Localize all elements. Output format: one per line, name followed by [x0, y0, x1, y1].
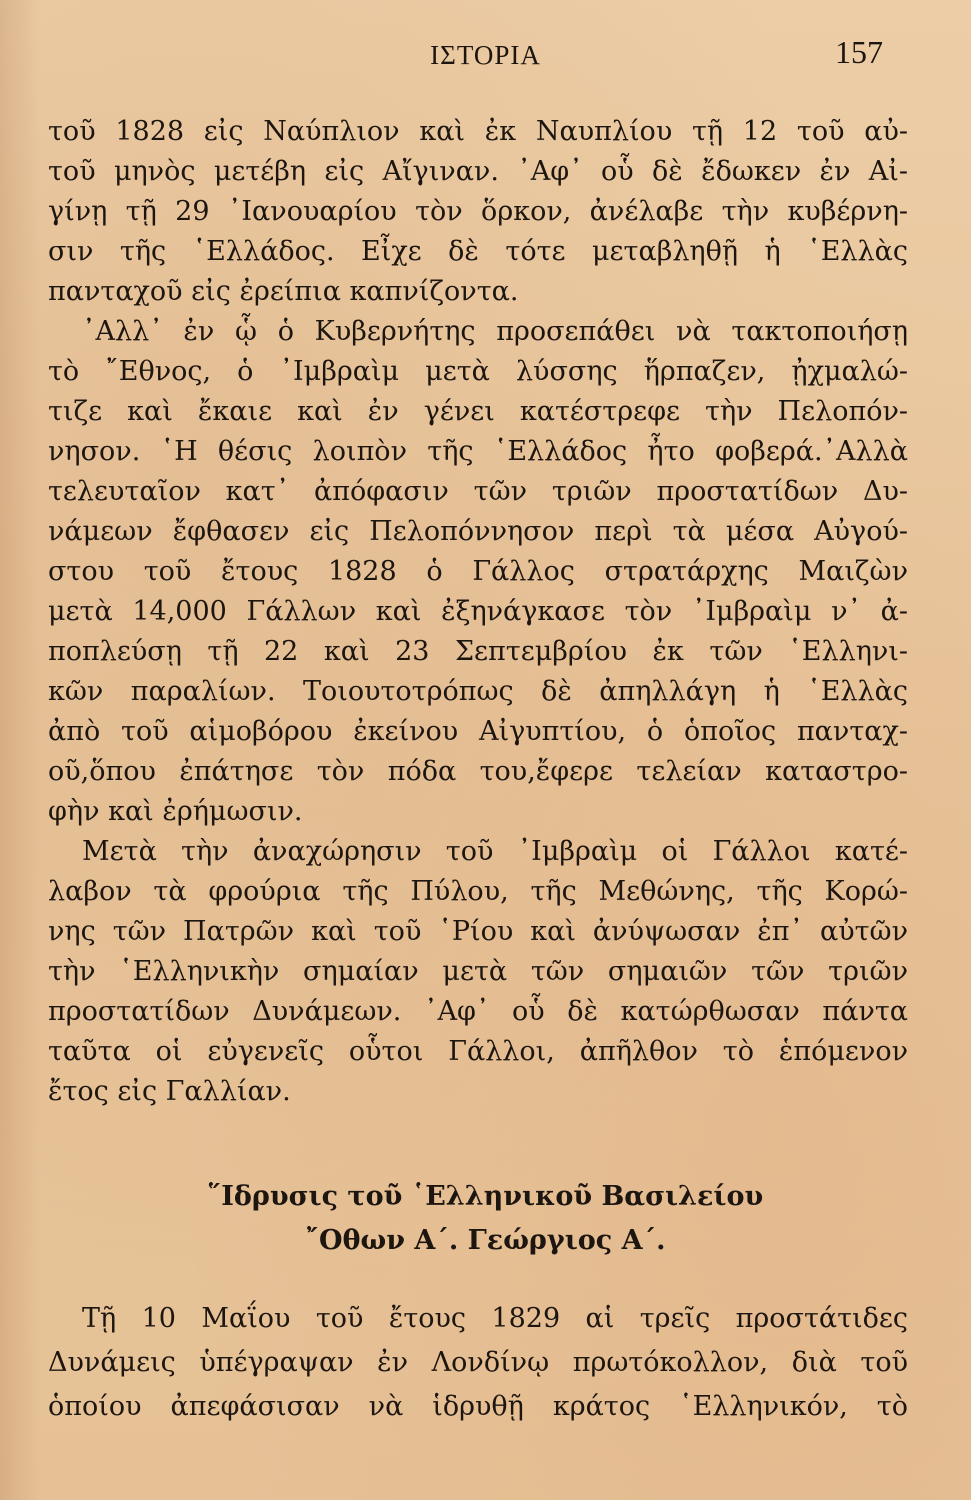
section-heading: [0, 1175, 971, 1263]
text-line: κῶν παραλίων. Τοιουτοτρόπως δὲ ἀπηλλάγη ἡ ῾Ελλὰς: [48, 676, 908, 707]
text-line: λαβον τὰ φρούρια τῆς Πύλου, τῆς Μεθώνης, τῆς Κορώ-: [48, 876, 908, 907]
text-line: νης τῶν Πατρῶν καὶ τοῦ ῾Ρίου καὶ ἀνύψωσαν ἐπ᾽ αὐτῶν: [48, 916, 908, 947]
text-line: τὴν ῾Ελληνικὴν σημαίαν μετὰ τῶν σημαιῶν τῶν τριῶν: [48, 956, 908, 987]
text-line: τοῦ 1828 εἰς Ναύπλιον καὶ ἐκ Ναυπλίου τῇ 12 τοῦ αὐ-: [48, 116, 908, 147]
text-line: προστατίδων Δυνάμεων. ᾽Αφ᾽ οὗ δὲ κατώρθωσαν πάντα: [48, 996, 908, 1027]
text-line: πανταχοῦ εἰς ἐρείπια καπνίζοντα.: [48, 276, 519, 307]
text-line: σιν τῆς ῾Ελλάδος. Εἶχε δὲ τότε μεταβληθῇ ἡ ῾Ελλὰς: [48, 236, 908, 267]
paragraph-2: [48, 312, 908, 832]
text-line: Μετὰ τὴν ἀναχώρησιν τοῦ ᾽Ιμβραὶμ οἱ Γάλλοι κατέ-: [82, 836, 908, 867]
section-body: [48, 1297, 908, 1429]
text-line: μετὰ 14,000 Γάλλων καὶ ἐξηνάγκασε τὸν ᾽Ιμβραὶμ ν᾽ ἀ-: [48, 596, 908, 627]
text-line: ποπλεύσῃ τῇ 22 καὶ 23 Σεπτεμβρίου ἐκ τῶν ῾Ελληνι-: [48, 636, 908, 667]
text-line: ὁποίου ἀπεφάσισαν νὰ ἱδρυθῇ κράτος ῾Ελληνικόν, τὸ: [48, 1391, 908, 1422]
running-head: [0, 32, 971, 82]
text-line: οῦ,ὅπου ἐπάτησε τὸν πόδα του,ἔφερε τελείαν καταστρο-: [48, 756, 908, 787]
section-heading-line: ῎Οθων Α΄. Γεώργιος Α΄.: [305, 1225, 666, 1256]
body-text: [48, 112, 908, 1112]
text-line: ἀπὸ τοῦ αἱμοβόρου ἐκείνου Αἰγυπτίου, ὁ ὁποῖος πανταχ-: [48, 716, 908, 747]
text-line: στου τοῦ ἔτους 1828 ὁ Γάλλος στρατάρχης Μαιζὼν: [48, 556, 908, 587]
text-line: γίνῃ τῇ 29 ᾽Ιανουαρίου τὸν ὅρκον, ἀνέλαβε τὴν κυβέρνη-: [48, 196, 908, 227]
text-line: νησον. ῾Η θέσις λοιπὸν τῆς ῾Ελλάδος ἦτο φοβερά.᾽Αλλὰ: [48, 436, 908, 467]
text-line: ἔτος εἰς Γαλλίαν.: [48, 1076, 291, 1107]
text-line: τὸ ῎Εθνος, ὁ ᾽Ιμβραὶμ μετὰ λύσσης ἥρπαζεν, ᾐχμαλώ-: [48, 356, 908, 387]
text-line: νάμεων ἔφθασεν εἰς Πελοπόννησον περὶ τὰ μέσα Αὐγού-: [48, 516, 908, 547]
text-line: Τῇ 10 Μαΐου τοῦ ἔτους 1829 αἱ τρεῖς προστάτιδες: [82, 1303, 908, 1334]
page-number: 157: [835, 34, 883, 70]
text-line: τοῦ μηνὸς μετέβη εἰς Αἴγιναν. ᾽Αφ᾽ οὗ δὲ ἔδωκεν ἐν Αἰ-: [48, 156, 908, 187]
running-title: ΙΣΤΟΡΙΑ: [430, 40, 541, 70]
text-line: ταῦτα οἱ εὐγενεῖς οὗτοι Γάλλοι, ἀπῆλθον τὸ ἑπόμενον: [48, 1036, 908, 1067]
paragraph-3: [48, 832, 908, 1112]
text-line: τελευταῖον κατ᾽ ἀπόφασιν τῶν τριῶν προστατίδων Δυ-: [48, 476, 908, 507]
text-line: Δυνάμεις ὑπέγραψαν ἐν Λονδίνῳ πρωτόκολλον, διὰ τοῦ: [48, 1347, 908, 1378]
paragraph-1: [48, 112, 908, 312]
text-line: ᾽Αλλ᾽ ἐν ᾧ ὁ Κυβερνήτης προσεπάθει νὰ τακτοποιήσῃ: [82, 316, 908, 347]
text-line: τιζε καὶ ἔκαιε καὶ ἐν γένει κατέστρεφε τὴν Πελοπόν-: [48, 396, 908, 427]
section-heading-line: ῞Ιδρυσις τοῦ ῾Ελληνικοῦ Βασιλείου: [207, 1181, 764, 1212]
text-line: φὴν καὶ ἐρήμωσιν.: [48, 796, 303, 827]
